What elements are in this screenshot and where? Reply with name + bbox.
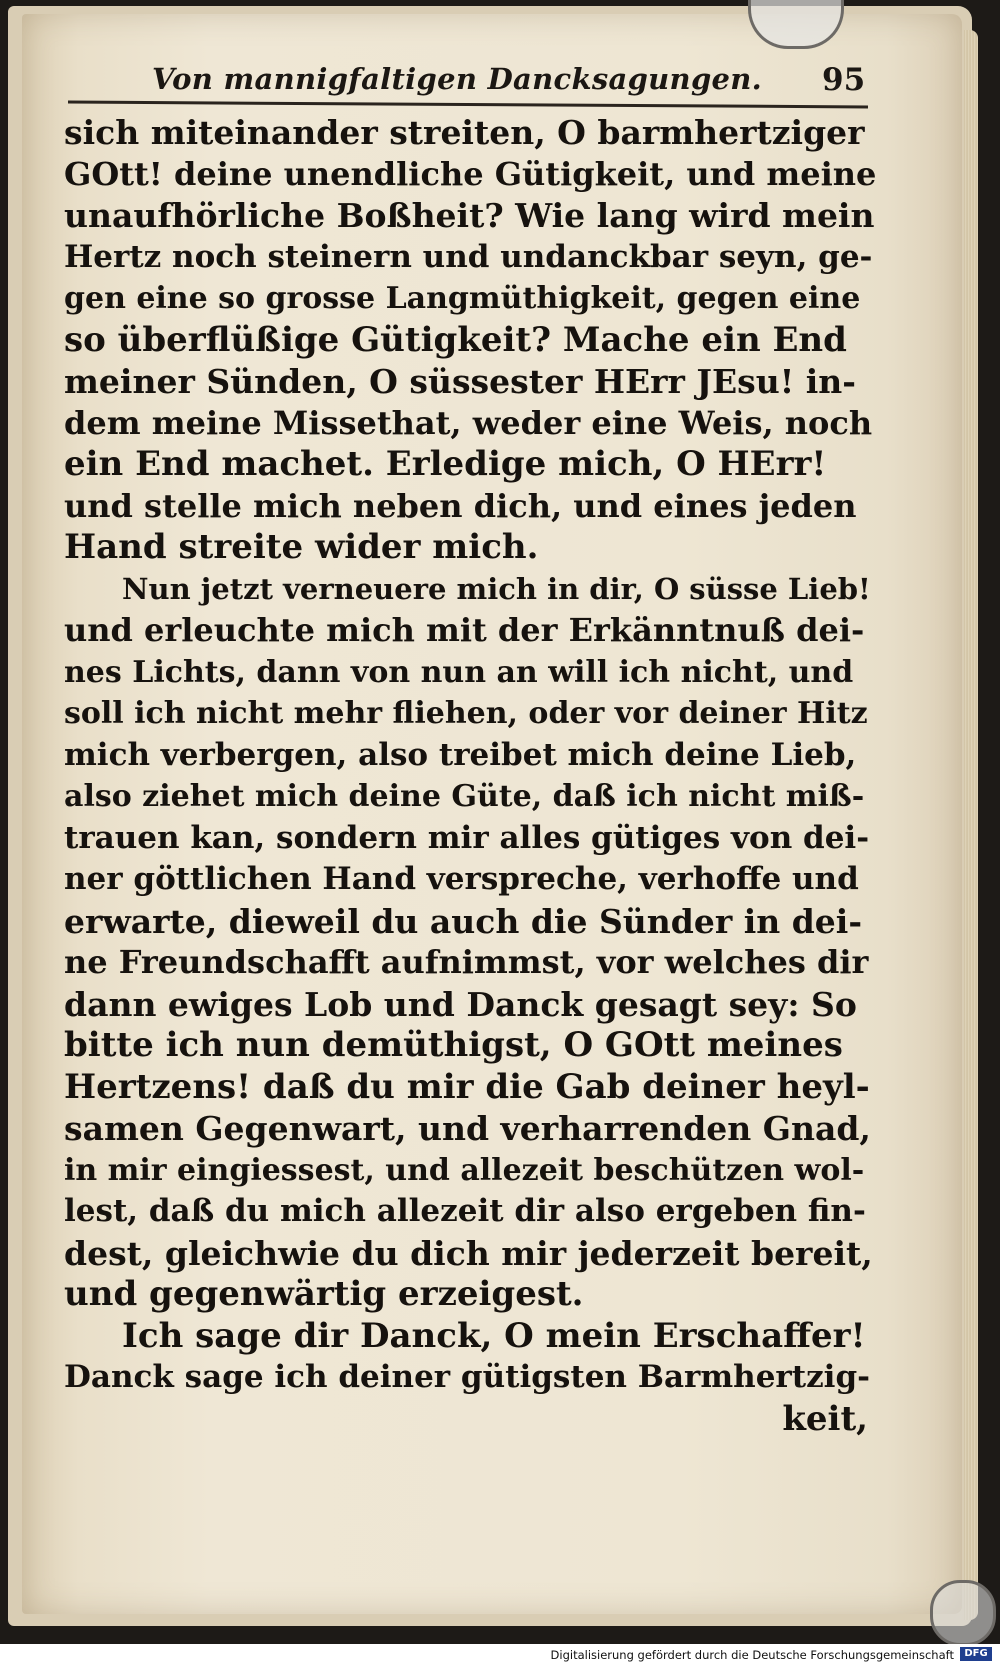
- text-line: Danck sage ich deiner gütigsten Barmhertzig-: [64, 1359, 870, 1395]
- text-line: ne Freundschafft aufnimmst, vor welches dir: [64, 943, 869, 981]
- text-line: GOtt! deine unendliche Gütigkeit, und meine: [64, 154, 877, 193]
- text-line: dest, gleichwie du dich mir jederzeit bereit,: [64, 1233, 873, 1273]
- text-line: nes Lichts, dann von nun an will ich nicht, und: [64, 654, 854, 690]
- text-line: lest, daß du mich allezeit dir also ergeben fin-: [64, 1193, 866, 1229]
- text-line: und gegenwärtig erzeigest.: [64, 1274, 584, 1314]
- text-line: unaufhörliche Boßheit? Wie lang wird mein: [64, 196, 875, 235]
- text-line: soll ich nicht mehr fliehen, oder vor deiner Hitz: [64, 696, 868, 731]
- text-line: mich verbergen, also treibet mich deine Lieb,: [64, 736, 857, 773]
- text-line: und stelle mich neben dich, und eines jeden: [64, 486, 857, 525]
- body-text: [64, 112, 876, 1440]
- text-line: ner göttlichen Hand verspreche, verhoffe und: [64, 861, 859, 897]
- text-line: dann ewiges Lob und Danck gesagt sey: So: [64, 984, 857, 1024]
- dfg-logo: DFG: [960, 1647, 992, 1661]
- paragraph-first-line: Nun jetzt verneuere mich in dir, O süsse Lieb!: [122, 571, 871, 606]
- page-number: 95: [822, 62, 866, 98]
- text-line: Hand streite wider mich.: [64, 527, 539, 567]
- digitization-credit: Digitalisierung gefördert durch die Deutsche Forschungsgemeinschaft: [550, 1648, 954, 1662]
- text-line: ein End machet. Erledige mich, O HErr!: [64, 444, 827, 484]
- page-fore-edge: [964, 30, 978, 1620]
- text-line: also ziehet mich deine Güte, daß ich nicht miß-: [64, 779, 865, 814]
- page-clip-bottom: [930, 1580, 996, 1646]
- text-line: gen eine so grosse Langmüthigkeit, gegen eine: [64, 281, 861, 316]
- text-line: meiner Sünden, O süssester HErr JEsu! in-: [64, 362, 856, 401]
- paragraph-first-line: Ich sage dir Danck, O mein Erschaffer!: [122, 1315, 866, 1356]
- text-line: und erleuchte mich mit der Erkänntnuß dei-: [64, 611, 865, 649]
- catchword: keit,: [782, 1398, 868, 1439]
- text-line: Hertz noch steinern und undanckbar seyn, ge-: [64, 238, 873, 275]
- text-line: Hertzens! daß du mir die Gab deiner heyl-: [64, 1066, 870, 1107]
- text-line: bitte ich nun demüthigst, O GOtt meines: [64, 1025, 843, 1065]
- text-line: in mir eingiessest, und allezeit beschützen wol-: [64, 1152, 865, 1188]
- running-head-title: Von mannigfaltigen Dancksagungen.: [152, 62, 763, 96]
- text-line: samen Gegenwart, und verharrenden Gnad,: [64, 1109, 871, 1148]
- text-line: dem meine Missethat, weder eine Weis, noch: [64, 403, 873, 442]
- text-line: erwarte, dieweil du auch die Sünder in dei-: [64, 901, 863, 941]
- text-line: so überflüßige Gütigkeit? Mache ein End: [64, 319, 847, 360]
- text-line: sich miteinander streiten, O barmhertziger: [64, 113, 865, 152]
- running-head: [70, 58, 870, 102]
- text-line: trauen kan, sondern mir alles gütiges von dei-: [64, 819, 870, 856]
